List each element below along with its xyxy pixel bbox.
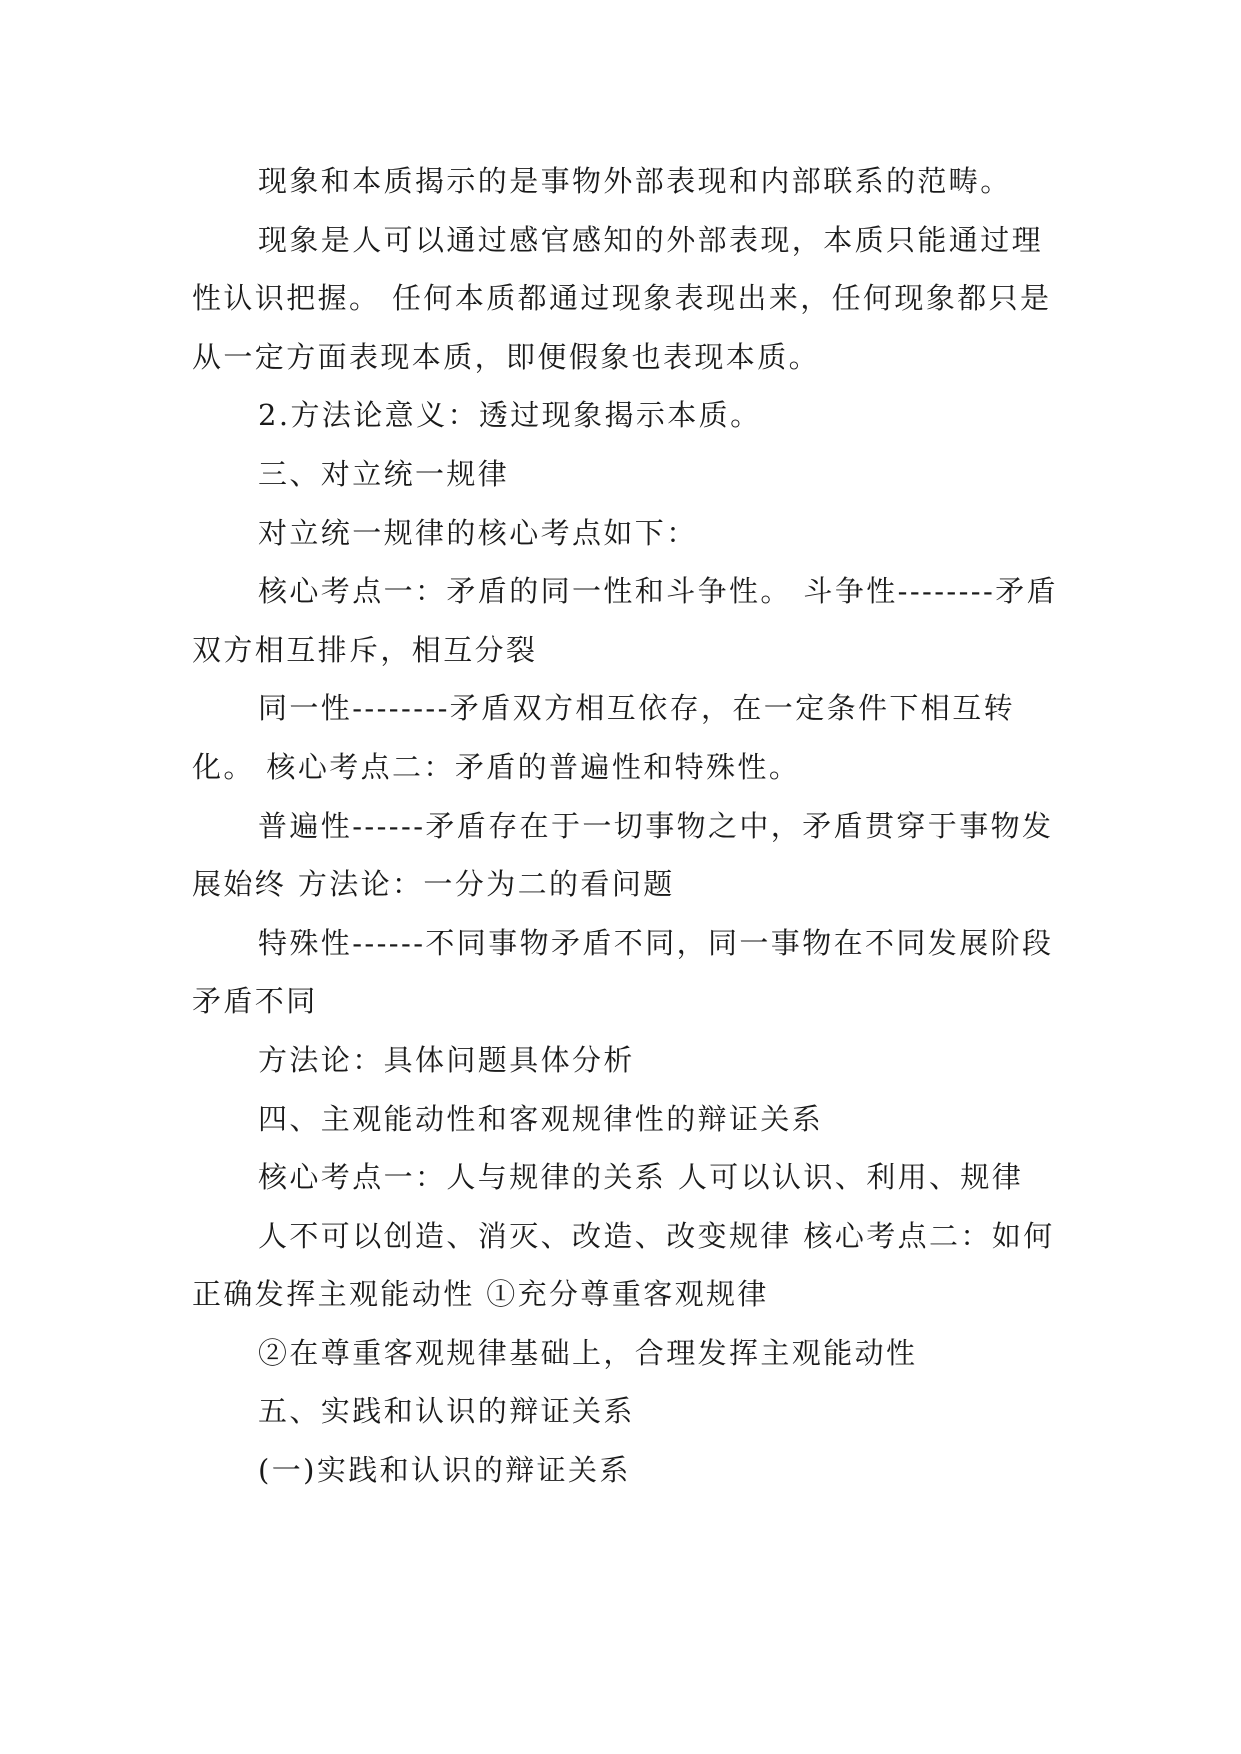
paragraph-universality: 普遍性------矛盾存在于一切事物之中，矛盾贯穿于事物发展始终 方法论：一分为二的看问题 <box>192 808 1054 902</box>
paragraph-unity-of-opposites-intro: 对立统一规律的核心考点如下： <box>258 515 698 550</box>
paragraph-phenomenon-essence-definition: 现象和本质揭示的是事物外部表现和内部联系的范畴。 <box>258 164 1012 198</box>
paragraph-key-point-struggle: 核心考点一：矛盾的同一性和斗争性。 斗争性--------矛盾双方相互排斥，相互分裂 <box>192 574 1059 667</box>
paragraph-respect-objective-laws: ②在尊重客观规律基础上，合理发挥主观能动性 <box>258 1335 918 1370</box>
document-body <box>192 152 1072 1500</box>
subsection-heading-practice-and-cognition: (一)实践和认识的辩证关系 <box>258 1453 631 1488</box>
paragraph-people-and-laws: 核心考点一：人与规律的关系 人可以认识、利用、规律 <box>258 1160 1024 1195</box>
paragraph-particularity: 特殊性------不同事物矛盾不同，同一事物在不同发展阶段矛盾不同 <box>192 925 1054 1019</box>
paragraph-methodology-concrete-analysis: 方法论：具体问题具体分析 <box>258 1042 635 1077</box>
section-heading-subjective-objective: 四、主观能动性和客观规律性的辩证关系 <box>258 1101 824 1136</box>
paragraph-key-point-identity: 同一性--------矛盾双方相互依存，在一定条件下相互转化。 核心考点二：矛盾的普遍性和特殊性。 <box>192 691 1015 784</box>
paragraph-methodology-significance: 2.方法论意义：透过现象揭示本质。 <box>258 398 762 433</box>
paragraph-cannot-change-laws: 人不可以创造、消灭、改造、改变规律 核心考点二：如何正确发挥主观能动性 ①充分尊重客观规律 <box>192 1218 1055 1312</box>
paragraph-phenomenon-essence-relation: 现象是人可以通过感官感知的外部表现，本质只能通过理性认识把握。 任何本质都通过现象表现出来，任何现象都只是从一定方面表现本质，即便假象也表现本质。 <box>192 222 1052 374</box>
section-heading-practice-and-cognition: 五、实践和认识的辩证关系 <box>258 1394 635 1429</box>
section-heading-unity-of-opposites: 三、对立统一规律 <box>258 456 510 491</box>
